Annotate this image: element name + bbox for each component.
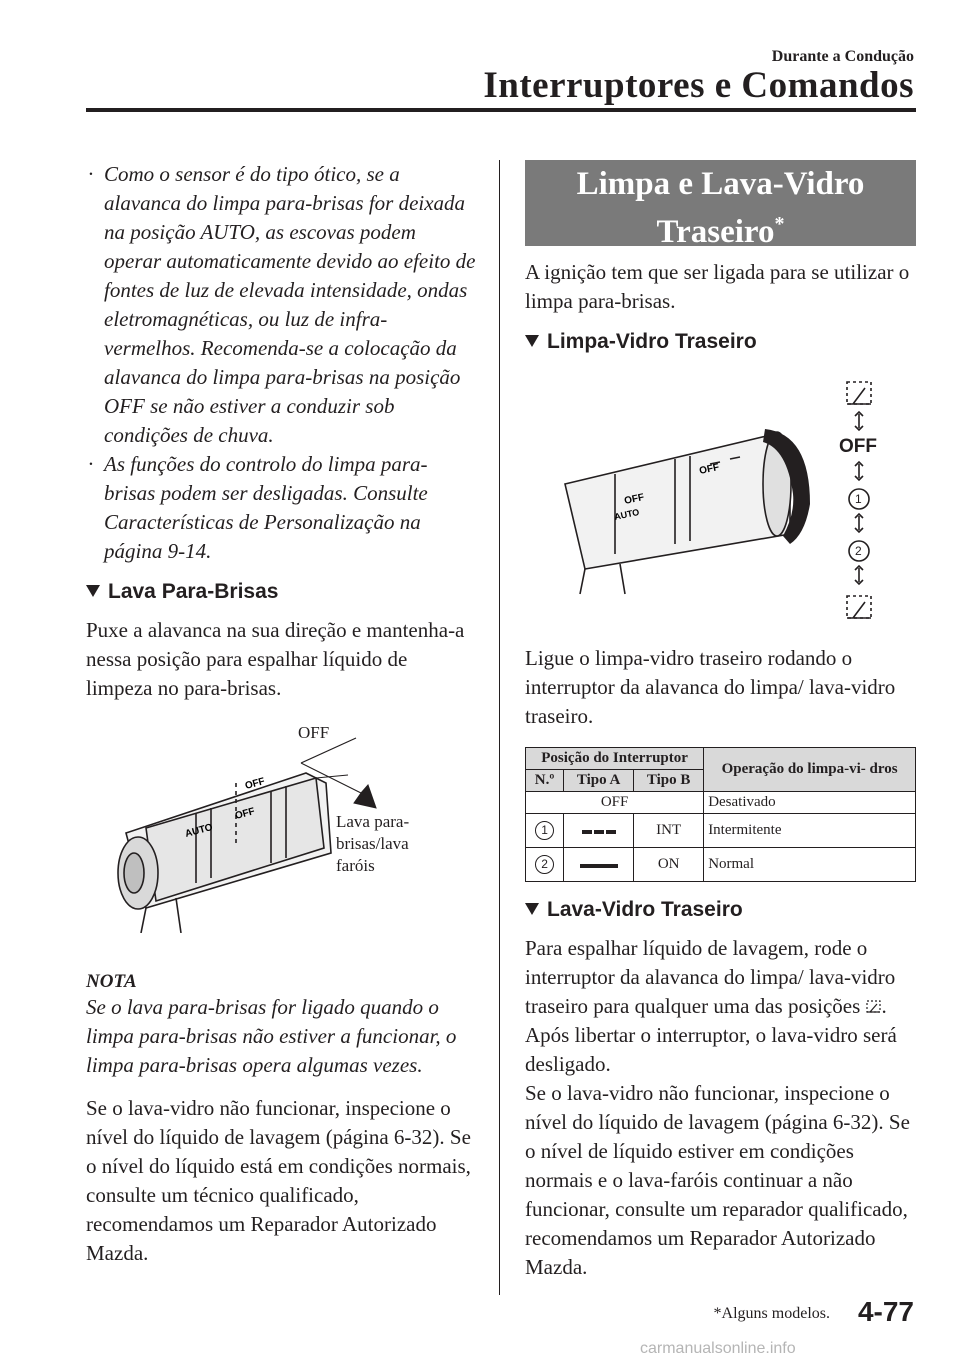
figure-label-line: brisas/lava <box>336 834 409 853</box>
figure-label-off: OFF <box>839 436 877 457</box>
continuous-icon <box>580 864 618 868</box>
washer-heading-text: Lava Para-Brisas <box>108 580 279 603</box>
svg-text:AUTO: AUTO <box>613 506 641 522</box>
page-number: 4-77 <box>857 1296 914 1327</box>
table-cell <box>564 848 634 882</box>
wiper-lever-illustration <box>86 733 478 933</box>
table-header: Tipo B <box>634 770 704 792</box>
table-row <box>526 792 916 814</box>
triangle-icon <box>525 335 539 347</box>
circled-number: 2 <box>535 855 554 874</box>
table-header: Posição do Interruptor <box>526 748 704 770</box>
table-header: N.º <box>526 770 564 792</box>
circled-number: 1 <box>535 821 554 840</box>
bullet-text: Como o sensor é do tipo ótico, se a alavanca do limpa para-brisas for deixada na posição AUTO, as escovas podem operar automaticamente devido ao efeito de fontes de luz de elevada intensidade, ondas eletromagnéticas, ou luz de infra-vermelhos. Recomenda-se a colocação da alavanca do limpa para-brisas na posição OFF se não estiver a conduzir sob condições de chuva. <box>104 162 476 447</box>
figure-label-1: 1 <box>855 492 862 506</box>
triangle-icon <box>525 903 539 915</box>
washer-heading <box>86 580 478 604</box>
bullet-text: As funções do controlo do limpa para-brisas podem ser desligadas. Consulte Características de Personalização na página 9-14. <box>104 452 428 563</box>
table-cell: OFF <box>526 792 704 814</box>
rear-wiper-figure <box>525 364 917 634</box>
washer-lever-figure <box>86 723 478 933</box>
banner-line <box>525 204 916 252</box>
intermittent-icon <box>594 830 604 834</box>
washer-icon <box>866 999 882 1015</box>
header-rule <box>86 108 916 112</box>
rear-wiper-heading <box>525 330 917 354</box>
bullet-dot: · <box>88 162 94 186</box>
washer-text: Puxe a alavanca na sua direção e mantenha-a nessa posição para espalhar líquido de limpeza no para-brisas. <box>86 618 465 700</box>
chapter-title: Interruptores e Comandos <box>483 65 914 106</box>
note-heading: NOTA <box>86 971 137 992</box>
banner-line: Limpa e Lava-Vidro <box>576 166 865 202</box>
bullet-item <box>86 450 478 566</box>
table-cell: Normal <box>704 848 916 882</box>
bullet-item <box>86 160 478 450</box>
footnote: *Alguns modelos. <box>713 1305 830 1322</box>
table-cell <box>526 848 564 882</box>
table-row <box>526 814 916 848</box>
svg-text:AUTO: AUTO <box>183 821 214 840</box>
rear-washer-text-a: Para espalhar líquido de lavagem, rode o interruptor da alavanca do limpa/ lava-vidro traseiro para qualquer uma das posições <box>525 936 896 1018</box>
table-cell: Intermitente <box>704 814 916 848</box>
svg-text:OFF: OFF <box>243 776 267 792</box>
svg-text:OFF: OFF <box>233 806 257 822</box>
rear-washer-text-c: Se o lava-vidro não funcionar, inspecione o nível do líquido de lavagem (página 6-32). Se o nível de líquido estiver em condições normais e o lava-faróis continuar a não funcionar, consulte um reparador qualificado, recomendamos um Reparador Autorizado Mazda. <box>525 1081 910 1279</box>
bullet-dot: · <box>88 452 94 476</box>
rear-washer-heading <box>525 898 917 922</box>
table-header: Tipo A <box>564 770 634 792</box>
figure-label-2: 2 <box>855 544 862 558</box>
figure-label-line: Lava para- <box>336 812 410 831</box>
svg-text:OFF: OFF <box>623 492 646 507</box>
operation-table <box>525 747 916 882</box>
table-cell: INT <box>634 814 704 848</box>
table-cell: Desativado <box>704 792 916 814</box>
figure-label-washer <box>336 811 409 877</box>
rear-wiper-heading-text: Limpa-Vidro Traseiro <box>547 330 757 353</box>
table-row <box>526 848 916 882</box>
column-divider <box>499 160 500 1295</box>
banner-star: * <box>774 213 785 235</box>
rear-washer-text <box>525 934 917 1079</box>
right-column <box>525 258 917 1282</box>
rear-washer-text-b: . Após libertar o interruptor, o lava-vidro será desligado. <box>525 994 897 1076</box>
section-banner <box>525 160 916 250</box>
banner-text: Traseiro <box>656 214 775 250</box>
figure-label-line: faróis <box>336 856 375 875</box>
rear-washer-heading-text: Lava-Vidro Traseiro <box>547 898 743 921</box>
figure-label-off: OFF <box>298 723 330 742</box>
rear-wiper-text: Ligue o limpa-vidro traseiro rodando o interruptor da alavanca do limpa/ lava-vidro traseiro. <box>525 646 896 728</box>
intro-text: A ignição tem que ser ligada para se utilizar o limpa para-brisas. <box>525 260 910 313</box>
left-column <box>86 160 478 1268</box>
svg-text:OFF: OFF <box>698 462 721 477</box>
table-cell <box>564 814 634 848</box>
intermittent-icon <box>582 830 592 834</box>
note-text: Se o lava para-brisas for ligado quando o limpa para-brisas não estiver a funcionar, o limpa para-brisas opera algumas vezes. <box>86 995 457 1077</box>
watermark: carmanualsonline.info <box>640 1340 796 1357</box>
table-header: Operação do limpa-vi- dros <box>704 748 916 792</box>
table-cell: ON <box>634 848 704 882</box>
section-title: Durante a Condução <box>771 48 914 65</box>
intermittent-icon <box>606 830 616 834</box>
final-text: Se o lava-vidro não funcionar, inspecione o nível do líquido de lavagem (página 6-32). Se o nível do líquido está em condições normais, consulte um técnico qualificado, recomendamos um Reparador Autorizado Mazda. <box>86 1096 471 1265</box>
triangle-icon <box>86 585 100 597</box>
table-cell <box>526 814 564 848</box>
